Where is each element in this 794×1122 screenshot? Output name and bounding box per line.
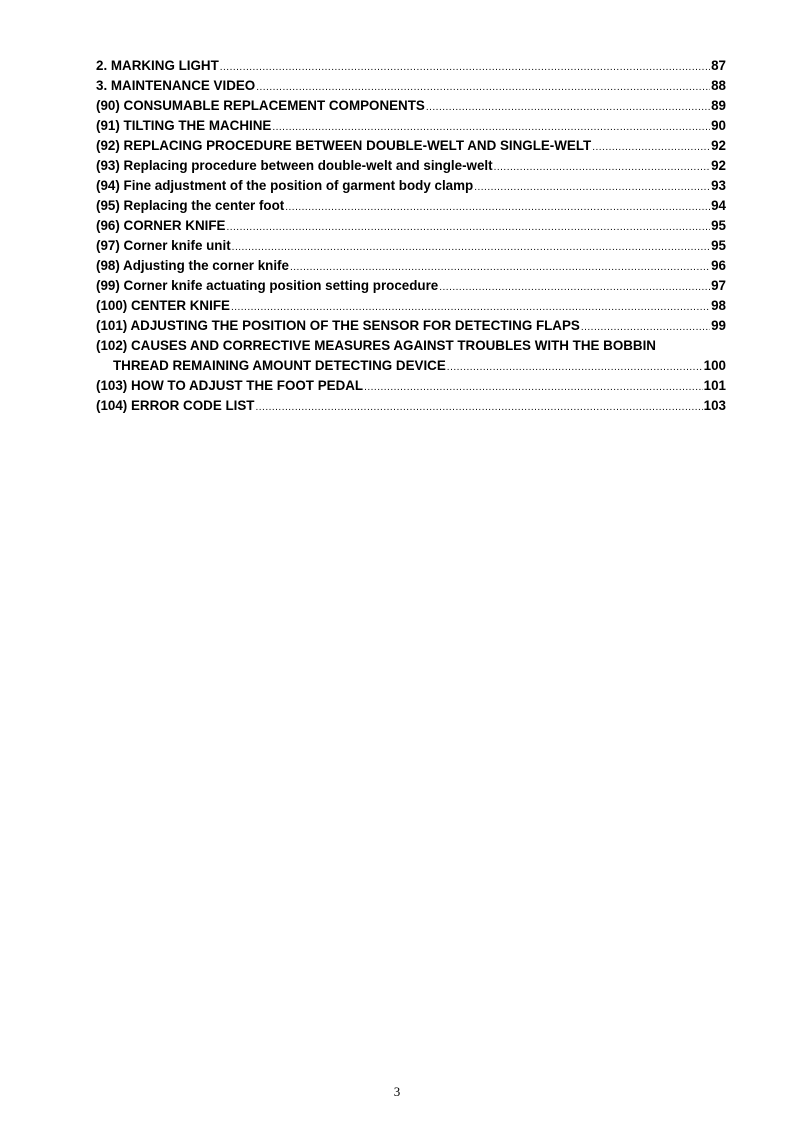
toc-entry[interactable] <box>96 316 726 336</box>
toc-entry-wrapped-line2[interactable] <box>96 356 726 376</box>
toc-entry-page: 92 <box>711 158 726 173</box>
dot-leader <box>290 258 710 278</box>
dot-leader <box>439 278 710 298</box>
toc-entry-title: (90) CONSUMABLE REPLACEMENT COMPONENTS <box>96 98 425 113</box>
dot-leader <box>272 118 710 138</box>
toc-entry[interactable] <box>96 196 726 216</box>
toc-entry[interactable] <box>96 176 726 196</box>
toc-entry-page: 99 <box>711 318 726 333</box>
toc-entry-title: (95) Replacing the center foot <box>96 198 285 213</box>
toc-entry[interactable] <box>96 136 726 156</box>
toc-entry-title: 2. MARKING LIGHT <box>96 58 219 73</box>
toc-entry-page: 93 <box>711 178 726 193</box>
toc-entry-wrapped-line1[interactable] <box>96 336 726 356</box>
toc-entry[interactable] <box>96 256 726 276</box>
toc-entry-page: 96 <box>711 258 726 273</box>
dot-leader <box>592 138 710 158</box>
dot-leader <box>226 218 710 238</box>
toc-entry[interactable] <box>96 56 726 76</box>
toc-entry-page: 92 <box>711 138 726 153</box>
toc-entry[interactable] <box>96 236 726 256</box>
dot-leader <box>364 378 703 398</box>
dot-leader <box>426 98 710 118</box>
dot-leader <box>232 238 710 258</box>
toc-entry[interactable] <box>96 96 726 116</box>
toc-entry-page: 98 <box>711 298 726 313</box>
toc-entry[interactable] <box>96 76 726 96</box>
toc-entry-title: (93) Replacing procedure between double-welt and single-welt <box>96 158 493 173</box>
toc-entry-page: 97 <box>711 278 726 293</box>
page-number: 3 <box>393 1084 401 1099</box>
toc-entry-page: 87 <box>711 58 726 73</box>
dot-leader <box>447 358 703 378</box>
dot-leader <box>285 198 710 218</box>
toc-entry[interactable] <box>96 116 726 136</box>
toc-entry[interactable] <box>96 216 726 236</box>
toc-entry-page: 101 <box>703 378 726 393</box>
toc-entry-page: 103 <box>703 398 726 413</box>
toc-entry-page: 100 <box>703 358 726 373</box>
toc-entry-page: 95 <box>711 238 726 253</box>
toc-entry-title: (103) HOW TO ADJUST THE FOOT PEDAL <box>96 378 364 393</box>
toc-entry-page: 90 <box>711 118 726 133</box>
table-of-contents <box>96 56 726 416</box>
toc-entry-page: 95 <box>711 218 726 233</box>
toc-entry-page: 94 <box>711 198 726 213</box>
toc-entry[interactable] <box>96 396 726 416</box>
toc-entry-title: (98) Adjusting the corner knife <box>96 258 289 273</box>
toc-entry-title: (97) Corner knife unit <box>96 238 231 253</box>
dot-leader <box>581 318 710 338</box>
toc-entry-title: (99) Corner knife actuating position setting procedure <box>96 278 439 293</box>
toc-entry-page: 88 <box>711 78 726 93</box>
toc-entry[interactable] <box>96 296 726 316</box>
toc-entry-title: (102) CAUSES AND CORRECTIVE MEASURES AGAINST TROUBLES WITH THE BOBBIN <box>96 338 656 353</box>
toc-entry-title: (91) TILTING THE MACHINE <box>96 118 272 133</box>
dot-leader <box>220 58 710 78</box>
dot-leader <box>474 178 710 198</box>
toc-entry-title: (100) CENTER KNIFE <box>96 298 230 313</box>
dot-leader <box>231 298 710 318</box>
toc-entry-title: (101) ADJUSTING THE POSITION OF THE SENSOR FOR DETECTING FLAPS <box>96 318 580 333</box>
toc-entry-page: 89 <box>711 98 726 113</box>
toc-entry-title: (104) ERROR CODE LIST <box>96 398 255 413</box>
dot-leader <box>494 158 711 178</box>
toc-entry-title: (96) CORNER KNIFE <box>96 218 226 233</box>
dot-leader <box>255 398 702 418</box>
toc-entry-title: 3. MAINTENANCE VIDEO <box>96 78 256 93</box>
toc-entry-title: (92) REPLACING PROCEDURE BETWEEN DOUBLE-WELT AND SINGLE-WELT <box>96 138 592 153</box>
toc-entry[interactable] <box>96 376 726 396</box>
toc-entry-title: (94) Fine adjustment of the position of garment body clamp <box>96 178 474 193</box>
toc-entry[interactable] <box>96 276 726 296</box>
toc-entry[interactable] <box>96 156 726 176</box>
dot-leader <box>256 78 710 98</box>
toc-entry-title-continued: THREAD REMAINING AMOUNT DETECTING DEVICE <box>113 358 446 373</box>
